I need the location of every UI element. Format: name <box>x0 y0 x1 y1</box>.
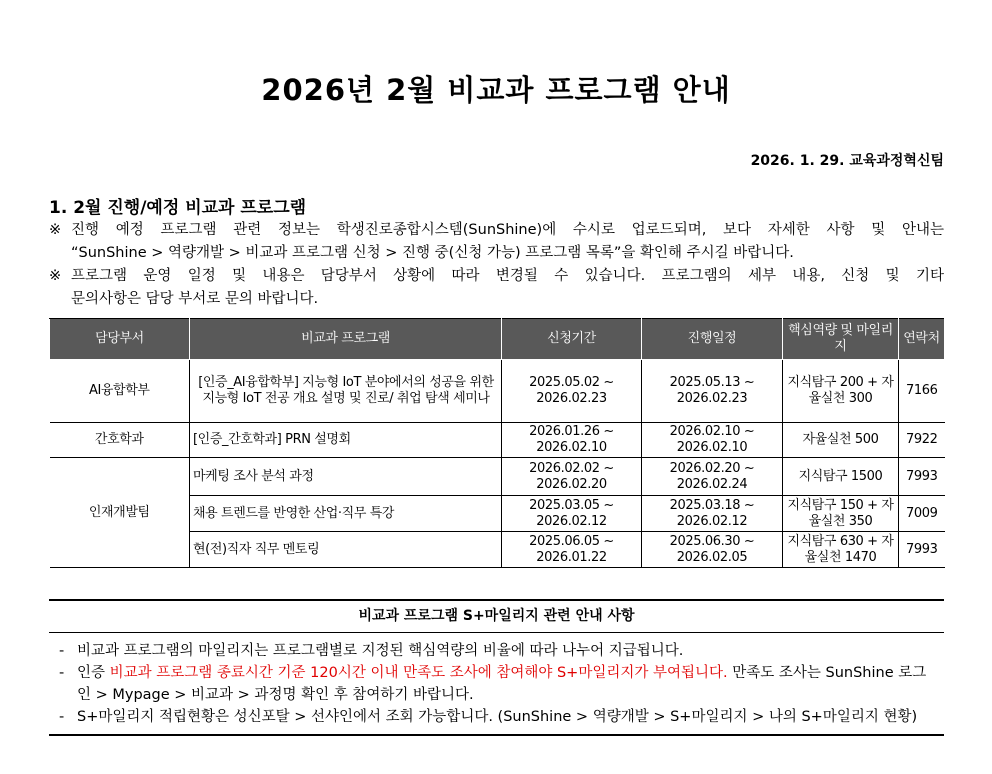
program-cell: 현(전)직자 직무 멘토링 <box>190 532 502 568</box>
contact-cell: 7993 <box>899 532 945 568</box>
page-title: 2026년 2월 비교과 프로그램 안내 <box>261 73 731 107</box>
info-text: S+마일리지 적립현황은 성신포탈 > 선샤인에서 조회 가능합니다. (SunShine > 역량개발 > S+마일리지 > 나의 S+마일리지 현황) <box>77 709 918 725</box>
info-dash: - <box>59 709 65 725</box>
info-text <box>77 662 936 706</box>
mileage-cell: 지식탐구 200 + 자율실천 300 <box>783 360 899 423</box>
mileage-cell: 지식탐구 150 + 자율실천 350 <box>783 496 899 532</box>
note-text: 진행 예정 프로그램 관련 정보는 학생진로종합시스템(SunShine)에 수시로 업로드되며, 보다 자세한 사항 및 안내는 <box>71 222 944 238</box>
note-1 <box>49 219 944 242</box>
column-header-apply: 신청기간 <box>502 319 642 360</box>
info-heading: 비교과 프로그램 S+마일리지 관련 안내 사항 <box>49 599 944 633</box>
info-item <box>59 640 936 662</box>
schedule-cell: 2026.02.20 ~ 2026.02.24 <box>642 458 783 496</box>
schedule-cell: 2026.02.10 ~ 2026.02.10 <box>642 423 783 458</box>
info-suffix: 만족도 조사는 SunShine 로그인 > Mypage > 비교과 > 과정명 확인 후 참여하기 바랍니다. <box>77 665 927 703</box>
dept-cell: AI융합학부 <box>50 360 190 423</box>
column-header-contact: 연락처 <box>899 319 945 360</box>
info-text: 비교과 프로그램의 마일리지는 프로그램별로 지정된 핵심역량의 비율에 따라 나누어 지급됩니다. <box>77 643 684 659</box>
program-table <box>49 318 945 568</box>
program-cell: 마케팅 조사 분석 과정 <box>190 458 502 496</box>
mileage-cell: 지식탐구 630 + 자율실천 1470 <box>783 532 899 568</box>
mileage-info-box <box>49 599 944 736</box>
section-heading: 1. 2월 진행/예정 비교과 프로그램 <box>49 198 307 218</box>
column-header-schedule: 진행일정 <box>642 319 783 360</box>
table-header-row <box>50 319 945 360</box>
apply-period-cell: 2025.03.05 ~ 2026.02.12 <box>502 496 642 532</box>
mileage-cell: 자율실천 500 <box>783 423 899 458</box>
apply-period-cell: 2025.06.05 ~ 2026.01.22 <box>502 532 642 568</box>
contact-cell: 7166 <box>899 360 945 423</box>
mileage-cell: 지식탐구 1500 <box>783 458 899 496</box>
schedule-cell: 2025.05.13 ~ 2026.02.23 <box>642 360 783 423</box>
notes-block <box>49 219 944 311</box>
table-row <box>50 360 945 423</box>
program-cell: [인증_AI융합학부] 지능형 IoT 분야에서의 성공을 위한 지능형 IoT 전공 개요 설명 및 진로/ 취업 탐색 세미나 <box>190 360 502 423</box>
contact-cell: 7993 <box>899 458 945 496</box>
apply-period-cell: 2026.02.02 ~ 2026.02.20 <box>502 458 642 496</box>
schedule-cell: 2025.06.30 ~ 2026.02.05 <box>642 532 783 568</box>
program-cell: [인증_간호학과] PRN 설명회 <box>190 423 502 458</box>
info-item <box>59 706 936 728</box>
column-header-mileage: 핵심역량 및 마일리지 <box>783 319 899 360</box>
table-row <box>50 423 945 458</box>
note-mark: ※ <box>49 222 62 238</box>
info-dash: - <box>59 665 65 681</box>
dept-cell: 간호학과 <box>50 423 190 458</box>
note-text: 프로그램 운영 일정 및 내용은 담당부서 상황에 따라 변경될 수 있습니다. 프로그램의 세부 내용, 신청 및 기타 <box>71 268 944 284</box>
apply-period-cell: 2026.01.26 ~ 2026.02.10 <box>502 423 642 458</box>
date-department: 2026. 1. 29. 교육과정혁신팀 <box>750 153 944 169</box>
note-2 <box>49 265 944 288</box>
info-prefix: 인증 <box>77 665 110 681</box>
apply-period-cell: 2025.05.02 ~ 2026.02.23 <box>502 360 642 423</box>
note-continuation: “SunShine > 역량개발 > 비교과 프로그램 신청 > 진행 중(신청 가능) 프로그램 목록”을 확인해 주시길 바랍니다. <box>71 245 794 261</box>
note-mark: ※ <box>49 268 62 284</box>
contact-cell: 7922 <box>899 423 945 458</box>
note-continuation: 문의사항은 담당 부서로 문의 바랍니다. <box>71 291 319 307</box>
program-cell: 채용 트렌드를 반영한 산업·직무 특강 <box>190 496 502 532</box>
contact-cell: 7009 <box>899 496 945 532</box>
schedule-cell: 2025.03.18 ~ 2026.02.12 <box>642 496 783 532</box>
column-header-program: 비교과 프로그램 <box>190 319 502 360</box>
dept-cell: 인재개발팀 <box>50 458 190 568</box>
table-row <box>50 458 945 496</box>
info-list <box>49 633 944 736</box>
info-dash: - <box>59 643 65 659</box>
column-header-dept: 담당부서 <box>50 319 190 360</box>
info-highlight: 비교과 프로그램 종료시간 기준 120시간 이내 만족도 조사에 참여해야 S+마일리지가 부여됩니다. <box>109 665 728 681</box>
info-item <box>59 662 936 706</box>
